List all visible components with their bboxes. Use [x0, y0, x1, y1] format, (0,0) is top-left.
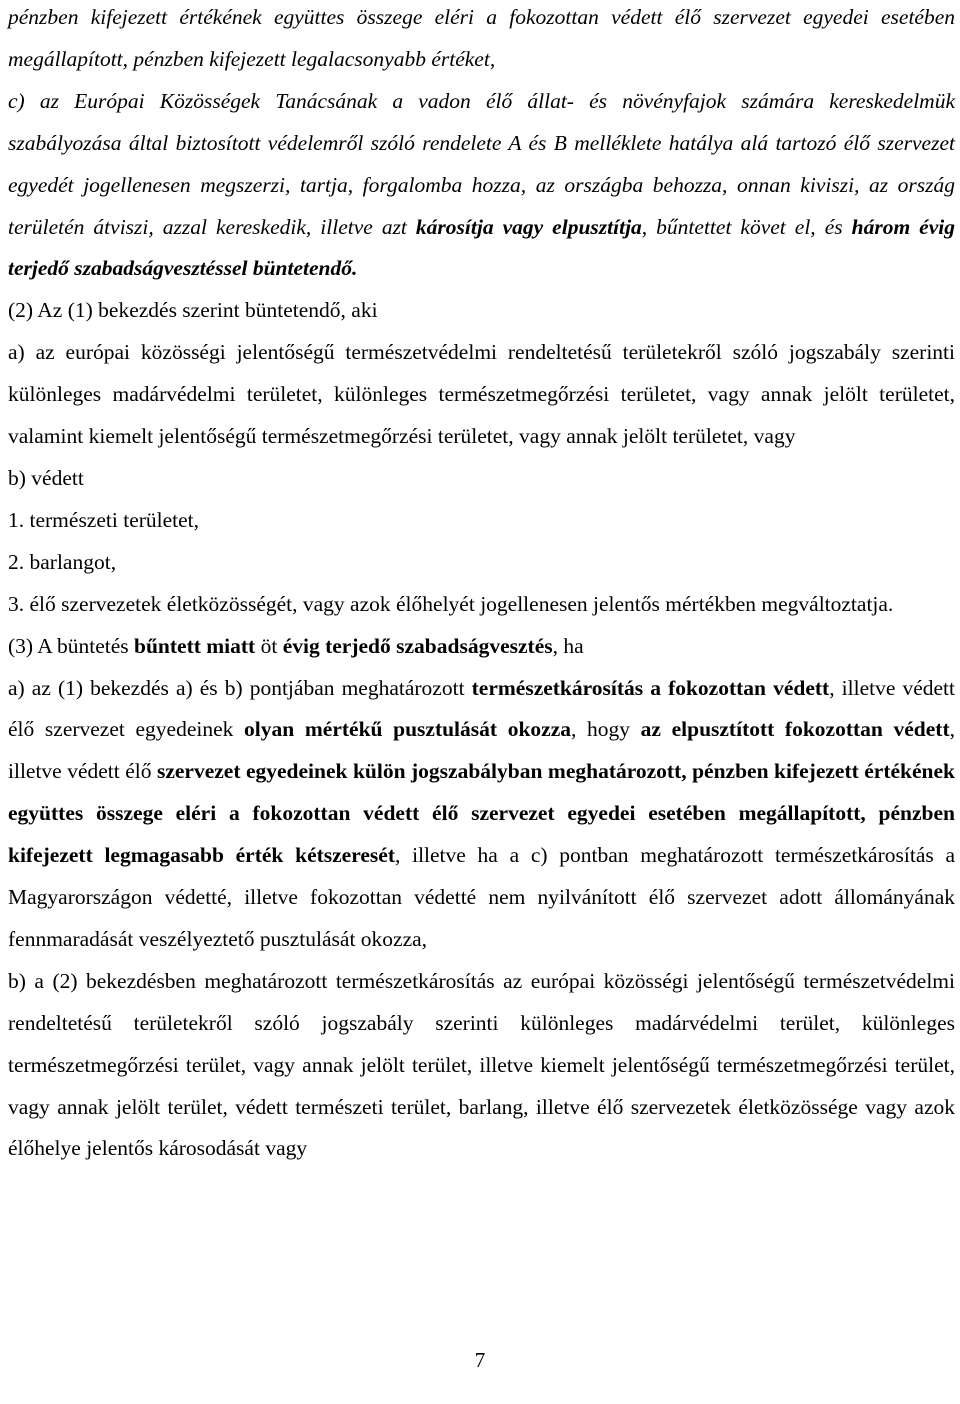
text-run: b) a (2) bekezdésben meghatározott természetkárosítás az európai közösségi jelentőségű természetvédelmi rendeltetésű területekről szóló jogszabály szerinti különleges madárvédelmi terület, különleges természetmegőrzési terület, vagy annak jelölt terület, illetve kiemelt jelentőségű természetmegőrzési terület, vagy annak jelölt terület, védett természeti terület, barlang, illetve élő szervezetek életközössége vagy azok élőhelye jelentős károsodását vagy [8, 968, 955, 1161]
paragraph [8, 668, 955, 961]
paragraph [8, 626, 955, 668]
text-run: (3) A büntetés [8, 633, 134, 658]
text-run: , hogy [571, 717, 641, 742]
text-run: , illetve védett élő [8, 717, 955, 784]
bold-text-run: szervezet egyedeinek külön jogszabályban meghatározott, pénzben kifejezett értékének együttes összege eléri a fokozottan védett élő szervezet egyedei esetében megállapított, pénzben kifejezett legmagasabb érték kétszeresét [8, 759, 955, 868]
bold-text-run: károsítja vagy elpusztítja [415, 214, 642, 239]
text-run: a) az európai közösségi jelentőségű természetvédelmi rendeltetésű területekről szóló jogszabály szerinti különleges madárvédelmi területet, különleges természetmegőrzési területet, vagy annak jelölt területet, valamint kiemelt jelentőségű természetmegőrzési területet, vagy annak jelölt területet, vagy [8, 340, 955, 449]
text-run: , illetve ha a c) pontban meghatározott természetkárosítás a Magyarországon védetté, illetve fokozottan védetté nem nyilvánított élő szervezet adott állományának fennmaradását veszélyeztető pusztulását okozza, [8, 843, 956, 951]
bold-text-run: az elpusztított fokozottan védett [640, 717, 950, 742]
page-number: 7 [474, 1348, 486, 1372]
paragraph [8, 584, 955, 626]
paragraph [8, 290, 955, 332]
paragraph [8, 81, 955, 291]
bold-text-run: természetkárosítás a fokozottan védett [471, 675, 830, 700]
text-run: 1. természeti területet, [8, 507, 200, 532]
text-run: öt [255, 633, 283, 658]
text-run: , ha [552, 633, 584, 658]
bold-text-run: bűntett miatt [134, 633, 256, 658]
bold-text-run: három évig terjedő szabadságvesztéssel büntetendő. [8, 214, 955, 281]
paragraph [8, 332, 955, 458]
paragraph [8, 458, 955, 500]
paragraph [8, 500, 955, 542]
bold-text-run: olyan mértékű pusztulását okozza [244, 717, 571, 742]
paragraph [8, 961, 955, 1171]
text-run: c) az Európai Közösségek Tanácsának a vadon élő állat- és növényfajok számára kereskedelmük szabályozása által biztosított védelemről szóló rendelete A és B melléklete hatálya alá tartozó élő szervezet egyedét jogellenesen megszerzi, tartja, forgalomba hozza, az országba behozza, onnan kiviszi, az ország területén átviszi, azzal kereskedik, illetve azt [8, 88, 955, 239]
paragraph [8, 0, 955, 81]
bold-text-run: évig terjedő szabadságvesztés [282, 633, 553, 658]
document-body [8, 0, 955, 1170]
text-run: 2. barlangot, [8, 549, 117, 574]
text-run: (2) Az (1) bekezdés szerint büntetendő, aki [8, 298, 378, 323]
text-run: , bűntettet követ el, és [641, 214, 852, 239]
text-run: , illetve védett élő szervezet egyedeinek [8, 675, 955, 742]
text-run: 3. élő szervezetek életközösségét, vagy azok élőhelyét jogellenesen jelentős mértékben megváltoztatja. [8, 591, 894, 616]
text-run: pénzben kifejezett értékének együttes összege eléri a fokozottan védett élő szervezet egyedei esetében megállapított, pénzben kifejezett legalacsonyabb értéket, [8, 5, 955, 71]
paragraph [8, 542, 955, 584]
text-run: b) védett [8, 465, 84, 490]
text-run: a) az (1) bekezdés a) és b) pontjában meghatározott [8, 675, 472, 700]
